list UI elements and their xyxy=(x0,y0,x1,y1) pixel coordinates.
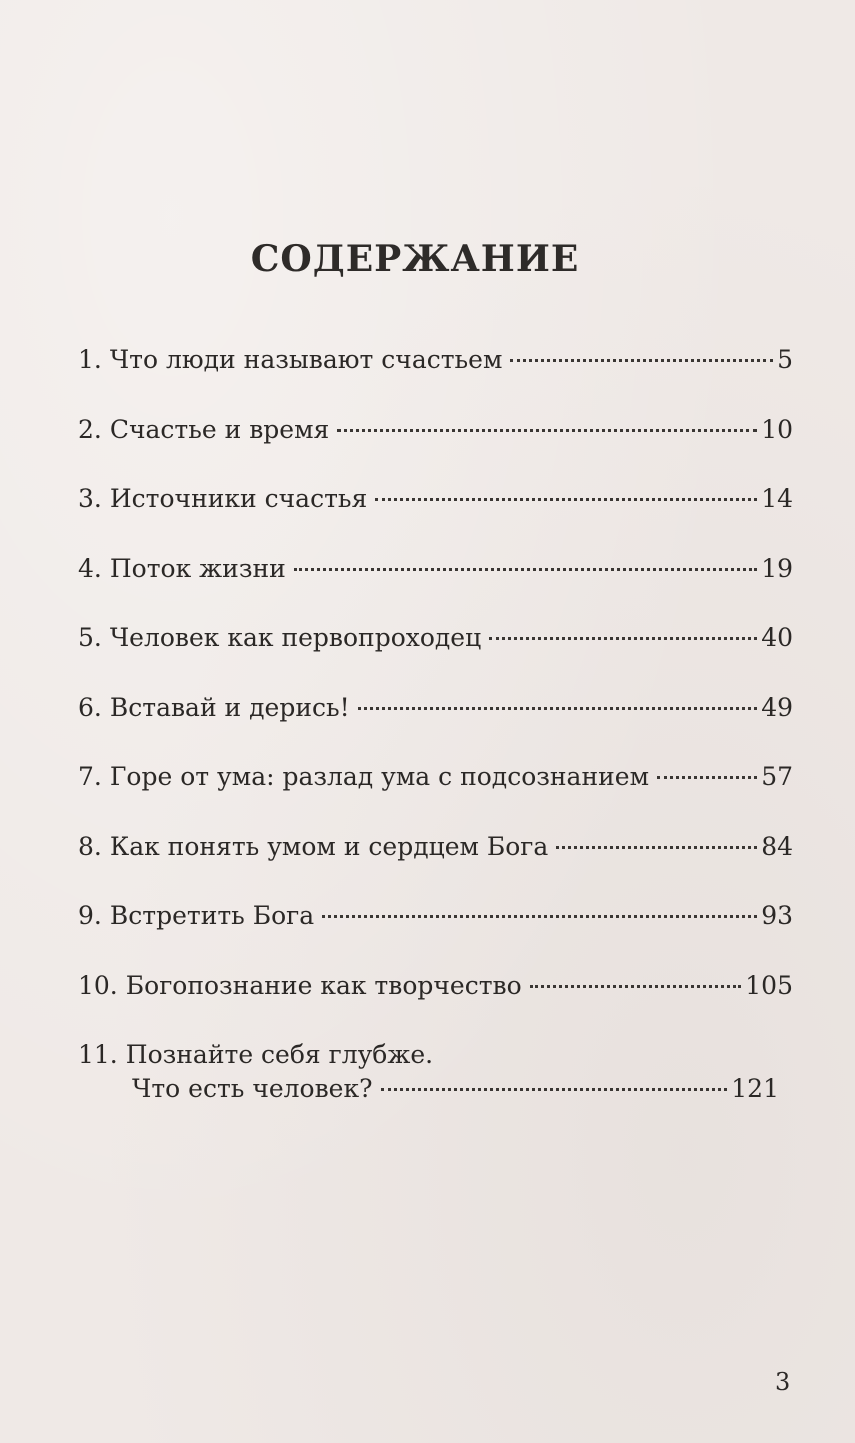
toc-entry-number: 8. xyxy=(78,831,102,861)
toc-entry-label: Источники счастья xyxy=(109,484,368,513)
toc-entry-8 xyxy=(78,829,793,899)
toc-entry-number: 5. xyxy=(78,623,102,652)
toc-entry-page: 105 xyxy=(745,970,793,1000)
toc-leader-dots xyxy=(322,915,757,918)
toc-entry-6 xyxy=(78,690,793,760)
toc-leader-dots xyxy=(556,846,757,849)
toc-leader-dots xyxy=(510,359,773,362)
toc-entry-label: Встретить Бога xyxy=(109,901,315,930)
toc-entry-1 xyxy=(78,342,793,412)
toc-entry-label: Человек как первопроходец xyxy=(109,623,482,652)
toc-entry-label: Счастье и время xyxy=(109,414,330,444)
toc-entry-number: 11. xyxy=(78,1040,118,1069)
toc-entry-page: 57 xyxy=(761,762,793,791)
toc-entry-page: 10 xyxy=(761,414,793,444)
toc-leader-dots xyxy=(375,498,757,501)
toc-entry-number: 10. xyxy=(78,970,118,1000)
toc-entry-3 xyxy=(78,481,793,551)
toc-entry-label: Как понять умом и сердцем Бога xyxy=(109,831,549,861)
toc-entry-page: 40 xyxy=(761,623,793,652)
toc-entry-number: 1. xyxy=(78,345,102,374)
toc-entry-page: 84 xyxy=(761,831,793,861)
toc-entry-line-1 xyxy=(78,1037,793,1073)
toc-entry-page: 5 xyxy=(777,345,793,374)
toc-entry-page: 93 xyxy=(761,901,793,930)
toc-entry-line-2 xyxy=(78,1071,779,1107)
toc-entry-label: Поток жизни xyxy=(109,553,286,583)
toc-entry-10 xyxy=(78,968,793,1038)
toc-leader-dots xyxy=(337,429,757,432)
toc-entry-4 xyxy=(78,551,793,621)
toc-entry-11 xyxy=(78,1037,793,1107)
toc-entry-label: Богопознание как творчество xyxy=(125,970,522,1000)
toc-leader-dots xyxy=(489,637,757,640)
toc-entry-2 xyxy=(78,412,793,482)
toc-entry-label: Вставай и дерись! xyxy=(109,692,350,722)
toc-entry-label: Горе от ума: разлад ума с подсознанием xyxy=(109,762,650,791)
toc-entry-5 xyxy=(78,620,793,690)
toc-leader-dots xyxy=(294,568,757,571)
toc-entry-number: 4. xyxy=(78,553,102,583)
toc-entry-page: 14 xyxy=(761,484,793,513)
toc-entry-page: 19 xyxy=(761,553,793,583)
table-of-contents xyxy=(78,342,793,1107)
toc-entry-number: 2. xyxy=(78,414,102,444)
toc-entry-label: Что люди называют счастьем xyxy=(109,345,503,374)
toc-entry-number: 6. xyxy=(78,692,102,722)
toc-entry-label-line-2: Что есть человек? xyxy=(132,1074,373,1103)
toc-entry-page: 49 xyxy=(761,692,793,722)
toc-leader-dots xyxy=(657,776,757,779)
toc-leader-dots xyxy=(381,1088,728,1091)
toc-entry-number: 3. xyxy=(78,484,102,513)
page-title: СОДЕРЖАНИЕ xyxy=(250,238,580,280)
toc-entry-number: 9. xyxy=(78,901,102,930)
toc-entry-label-line-1: Познайте себя глубже. xyxy=(125,1040,434,1069)
toc-entry-7 xyxy=(78,759,793,829)
toc-entry-page: 121 xyxy=(731,1074,779,1103)
toc-leader-dots xyxy=(358,707,758,710)
toc-entry-number: 7. xyxy=(78,762,102,791)
toc-entry-9 xyxy=(78,898,793,968)
toc-leader-dots xyxy=(530,985,742,988)
page-number: 3 xyxy=(775,1368,791,1396)
